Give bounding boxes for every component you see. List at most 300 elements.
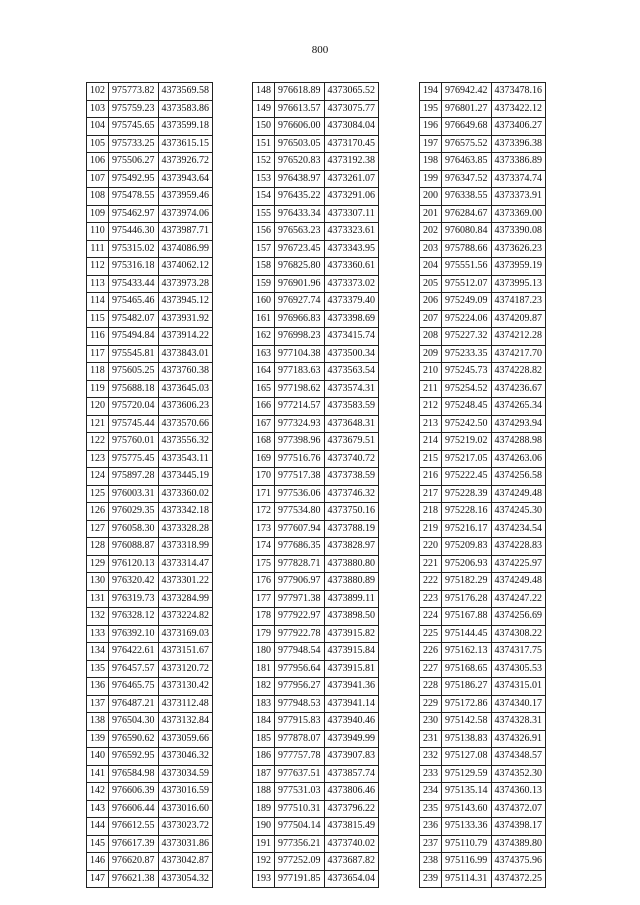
point-id-cell: 174 — [253, 538, 275, 556]
x-coordinate-cell: 977948.54 — [275, 643, 325, 661]
x-coordinate-cell: 975446.30 — [109, 223, 159, 241]
point-id-cell: 235 — [420, 800, 442, 818]
table-row — [420, 748, 546, 766]
point-id-cell: 196 — [420, 118, 442, 136]
table-row — [87, 398, 213, 416]
y-coordinate-cell: 4373379.40 — [324, 293, 379, 311]
x-coordinate-cell: 975897.28 — [109, 468, 159, 486]
y-coordinate-cell: 4374217.70 — [491, 345, 546, 363]
y-coordinate-cell: 4373343.95 — [324, 240, 379, 258]
table-row — [420, 520, 546, 538]
x-coordinate-cell: 976801.27 — [442, 100, 492, 118]
point-id-cell: 202 — [420, 223, 442, 241]
y-coordinate-cell: 4374340.17 — [491, 695, 546, 713]
x-coordinate-cell: 976435.22 — [275, 188, 325, 206]
point-id-cell: 138 — [87, 713, 109, 731]
table-row — [87, 170, 213, 188]
y-coordinate-cell: 4373949.99 — [324, 730, 379, 748]
table-row — [87, 625, 213, 643]
table-row — [87, 660, 213, 678]
y-coordinate-cell: 4374352.30 — [491, 765, 546, 783]
point-id-cell: 186 — [253, 748, 275, 766]
y-coordinate-cell: 4373907.83 — [324, 748, 379, 766]
x-coordinate-cell: 975176.28 — [442, 590, 492, 608]
x-coordinate-cell: 977516.76 — [275, 450, 325, 468]
x-coordinate-cell: 977198.62 — [275, 380, 325, 398]
point-id-cell: 218 — [420, 503, 442, 521]
y-coordinate-cell: 4373796.22 — [324, 800, 379, 818]
point-id-cell: 205 — [420, 275, 442, 293]
table-row — [420, 380, 546, 398]
table-row — [87, 643, 213, 661]
point-id-cell: 169 — [253, 450, 275, 468]
table-row — [253, 258, 379, 276]
x-coordinate-cell: 977324.93 — [275, 415, 325, 433]
y-coordinate-cell: 4373995.13 — [491, 275, 546, 293]
y-coordinate-cell: 4373750.16 — [324, 503, 379, 521]
x-coordinate-cell: 975182.29 — [442, 573, 492, 591]
x-coordinate-cell: 977906.97 — [275, 573, 325, 591]
y-coordinate-cell: 4373648.31 — [324, 415, 379, 433]
table-row — [253, 538, 379, 556]
y-coordinate-cell: 4374187.23 — [491, 293, 546, 311]
point-id-cell: 217 — [420, 485, 442, 503]
x-coordinate-cell: 975512.07 — [442, 275, 492, 293]
point-id-cell: 193 — [253, 870, 275, 888]
table-row — [253, 310, 379, 328]
table-row — [87, 240, 213, 258]
coordinate-table-1 — [86, 82, 213, 888]
x-coordinate-cell: 975492.95 — [109, 170, 159, 188]
table-row — [87, 205, 213, 223]
y-coordinate-cell: 4373046.32 — [158, 748, 213, 766]
table-row — [253, 765, 379, 783]
y-coordinate-cell: 4374228.83 — [491, 538, 546, 556]
table-row — [253, 450, 379, 468]
x-coordinate-cell: 976319.73 — [109, 590, 159, 608]
y-coordinate-cell: 4373898.50 — [324, 608, 379, 626]
x-coordinate-cell: 975143.60 — [442, 800, 492, 818]
y-coordinate-cell: 4373314.47 — [158, 555, 213, 573]
table-row — [420, 835, 546, 853]
point-id-cell: 232 — [420, 748, 442, 766]
table-row — [420, 660, 546, 678]
x-coordinate-cell: 976058.30 — [109, 520, 159, 538]
x-coordinate-cell: 975745.65 — [109, 118, 159, 136]
table-row — [87, 678, 213, 696]
x-coordinate-cell: 976120.13 — [109, 555, 159, 573]
y-coordinate-cell: 4373543.11 — [158, 450, 213, 468]
x-coordinate-cell: 975219.02 — [442, 433, 492, 451]
table-row — [87, 433, 213, 451]
x-coordinate-cell: 976465.75 — [109, 678, 159, 696]
x-coordinate-cell: 976003.31 — [109, 485, 159, 503]
point-id-cell: 142 — [87, 783, 109, 801]
point-id-cell: 223 — [420, 590, 442, 608]
y-coordinate-cell: 4374265.34 — [491, 398, 546, 416]
y-coordinate-cell: 4373406.27 — [491, 118, 546, 136]
x-coordinate-cell: 977922.97 — [275, 608, 325, 626]
table-row — [420, 275, 546, 293]
table-row — [253, 590, 379, 608]
table-row — [87, 345, 213, 363]
table-row — [87, 415, 213, 433]
x-coordinate-cell: 976723.45 — [275, 240, 325, 258]
point-id-cell: 230 — [420, 713, 442, 731]
point-id-cell: 229 — [420, 695, 442, 713]
point-id-cell: 104 — [87, 118, 109, 136]
y-coordinate-cell: 4374245.30 — [491, 503, 546, 521]
y-coordinate-cell: 4373843.01 — [158, 345, 213, 363]
table-row — [253, 730, 379, 748]
y-coordinate-cell: 4374249.48 — [491, 573, 546, 591]
table-row — [253, 118, 379, 136]
x-coordinate-cell: 975688.18 — [109, 380, 159, 398]
y-coordinate-cell: 4373398.69 — [324, 310, 379, 328]
point-id-cell: 137 — [87, 695, 109, 713]
point-id-cell: 147 — [87, 870, 109, 888]
table-row — [253, 380, 379, 398]
table-row — [420, 713, 546, 731]
table-row — [87, 468, 213, 486]
x-coordinate-cell: 976284.67 — [442, 205, 492, 223]
point-id-cell: 194 — [420, 83, 442, 101]
point-id-cell: 228 — [420, 678, 442, 696]
table-row — [420, 853, 546, 871]
point-id-cell: 163 — [253, 345, 275, 363]
point-id-cell: 221 — [420, 555, 442, 573]
point-id-cell: 124 — [87, 468, 109, 486]
x-coordinate-cell: 975233.35 — [442, 345, 492, 363]
y-coordinate-cell: 4374247.22 — [491, 590, 546, 608]
y-coordinate-cell: 4374372.07 — [491, 800, 546, 818]
y-coordinate-cell: 4373987.71 — [158, 223, 213, 241]
table-row — [420, 538, 546, 556]
table-row — [87, 520, 213, 538]
y-coordinate-cell: 4373945.12 — [158, 293, 213, 311]
point-id-cell: 152 — [253, 153, 275, 171]
x-coordinate-cell: 976563.23 — [275, 223, 325, 241]
y-coordinate-cell: 4374398.17 — [491, 818, 546, 836]
table-row — [253, 135, 379, 153]
point-id-cell: 227 — [420, 660, 442, 678]
table-row — [253, 748, 379, 766]
x-coordinate-cell: 977607.94 — [275, 520, 325, 538]
point-id-cell: 162 — [253, 328, 275, 346]
point-id-cell: 150 — [253, 118, 275, 136]
point-id-cell: 121 — [87, 415, 109, 433]
y-coordinate-cell: 4373615.15 — [158, 135, 213, 153]
table-row — [253, 363, 379, 381]
table-row — [420, 590, 546, 608]
x-coordinate-cell: 975144.45 — [442, 625, 492, 643]
x-coordinate-cell: 977686.35 — [275, 538, 325, 556]
y-coordinate-cell: 4373926.72 — [158, 153, 213, 171]
point-id-cell: 199 — [420, 170, 442, 188]
y-coordinate-cell: 4373828.97 — [324, 538, 379, 556]
table-row — [420, 258, 546, 276]
x-coordinate-cell: 976328.12 — [109, 608, 159, 626]
y-coordinate-cell: 4374360.13 — [491, 783, 546, 801]
x-coordinate-cell: 975227.32 — [442, 328, 492, 346]
coordinate-table-3 — [419, 82, 546, 888]
point-id-cell: 115 — [87, 310, 109, 328]
table-row — [420, 730, 546, 748]
y-coordinate-cell: 4374305.53 — [491, 660, 546, 678]
table-row — [87, 485, 213, 503]
x-coordinate-cell: 975760.01 — [109, 433, 159, 451]
table-row — [420, 695, 546, 713]
table-row — [253, 835, 379, 853]
point-id-cell: 216 — [420, 468, 442, 486]
y-coordinate-cell: 4373301.22 — [158, 573, 213, 591]
table-row — [420, 503, 546, 521]
table-row — [253, 415, 379, 433]
table-row — [253, 153, 379, 171]
table-row — [253, 695, 379, 713]
y-coordinate-cell: 4373574.31 — [324, 380, 379, 398]
y-coordinate-cell: 4374256.58 — [491, 468, 546, 486]
point-id-cell: 128 — [87, 538, 109, 556]
table-row — [253, 678, 379, 696]
table-row — [87, 293, 213, 311]
point-id-cell: 180 — [253, 643, 275, 661]
x-coordinate-cell: 975545.81 — [109, 345, 159, 363]
x-coordinate-cell: 975129.59 — [442, 765, 492, 783]
x-coordinate-cell: 976620.87 — [109, 853, 159, 871]
table-row — [87, 713, 213, 731]
x-coordinate-cell: 976504.30 — [109, 713, 159, 731]
point-id-cell: 209 — [420, 345, 442, 363]
x-coordinate-cell: 976457.57 — [109, 660, 159, 678]
point-id-cell: 141 — [87, 765, 109, 783]
point-id-cell: 168 — [253, 433, 275, 451]
x-coordinate-cell: 975116.99 — [442, 853, 492, 871]
table-row — [420, 240, 546, 258]
point-id-cell: 146 — [87, 853, 109, 871]
x-coordinate-cell: 977757.78 — [275, 748, 325, 766]
table-row — [420, 188, 546, 206]
y-coordinate-cell: 4374288.98 — [491, 433, 546, 451]
y-coordinate-cell: 4373500.34 — [324, 345, 379, 363]
y-coordinate-cell: 4373626.23 — [491, 240, 546, 258]
x-coordinate-cell: 977956.27 — [275, 678, 325, 696]
y-coordinate-cell: 4373943.64 — [158, 170, 213, 188]
point-id-cell: 165 — [253, 380, 275, 398]
point-id-cell: 191 — [253, 835, 275, 853]
y-coordinate-cell: 4373291.06 — [324, 188, 379, 206]
table-row — [420, 485, 546, 503]
point-id-cell: 166 — [253, 398, 275, 416]
y-coordinate-cell: 4373132.84 — [158, 713, 213, 731]
y-coordinate-cell: 4374348.57 — [491, 748, 546, 766]
x-coordinate-cell: 975788.66 — [442, 240, 492, 258]
x-coordinate-cell: 976606.00 — [275, 118, 325, 136]
point-id-cell: 237 — [420, 835, 442, 853]
x-coordinate-cell: 975222.45 — [442, 468, 492, 486]
x-coordinate-cell: 975482.07 — [109, 310, 159, 328]
y-coordinate-cell: 4373738.59 — [324, 468, 379, 486]
point-id-cell: 155 — [253, 205, 275, 223]
table-row — [253, 485, 379, 503]
point-id-cell: 113 — [87, 275, 109, 293]
x-coordinate-cell: 977971.38 — [275, 590, 325, 608]
point-id-cell: 173 — [253, 520, 275, 538]
y-coordinate-cell: 4374236.67 — [491, 380, 546, 398]
y-coordinate-cell: 4373422.12 — [491, 100, 546, 118]
x-coordinate-cell: 975217.05 — [442, 450, 492, 468]
x-coordinate-cell: 976617.39 — [109, 835, 159, 853]
table-row — [420, 415, 546, 433]
point-id-cell: 160 — [253, 293, 275, 311]
point-id-cell: 225 — [420, 625, 442, 643]
table-row — [420, 293, 546, 311]
y-coordinate-cell: 4373740.02 — [324, 835, 379, 853]
y-coordinate-cell: 4373583.59 — [324, 398, 379, 416]
table-row — [87, 153, 213, 171]
y-coordinate-cell: 4373328.28 — [158, 520, 213, 538]
point-id-cell: 112 — [87, 258, 109, 276]
x-coordinate-cell: 977637.51 — [275, 765, 325, 783]
table-row — [253, 800, 379, 818]
y-coordinate-cell: 4373880.89 — [324, 573, 379, 591]
table-row — [420, 450, 546, 468]
table-row — [420, 555, 546, 573]
table-row — [87, 83, 213, 101]
y-coordinate-cell: 4374225.97 — [491, 555, 546, 573]
table-row — [253, 275, 379, 293]
point-id-cell: 170 — [253, 468, 275, 486]
table-row — [420, 135, 546, 153]
point-id-cell: 126 — [87, 503, 109, 521]
point-id-cell: 212 — [420, 398, 442, 416]
table-row — [420, 118, 546, 136]
table-row — [253, 468, 379, 486]
table-row — [87, 853, 213, 871]
coordinate-table-2 — [252, 82, 379, 888]
x-coordinate-cell: 976463.85 — [442, 153, 492, 171]
y-coordinate-cell: 4374249.48 — [491, 485, 546, 503]
y-coordinate-cell: 4374326.91 — [491, 730, 546, 748]
x-coordinate-cell: 976392.10 — [109, 625, 159, 643]
y-coordinate-cell: 4373569.58 — [158, 83, 213, 101]
y-coordinate-cell: 4374062.12 — [158, 258, 213, 276]
table-row — [87, 695, 213, 713]
y-coordinate-cell: 4373373.02 — [324, 275, 379, 293]
x-coordinate-cell: 977191.85 — [275, 870, 325, 888]
point-id-cell: 123 — [87, 450, 109, 468]
y-coordinate-cell: 4373914.22 — [158, 328, 213, 346]
x-coordinate-cell: 975478.55 — [109, 188, 159, 206]
y-coordinate-cell: 4373857.74 — [324, 765, 379, 783]
table-row — [420, 223, 546, 241]
point-id-cell: 181 — [253, 660, 275, 678]
x-coordinate-cell: 975249.09 — [442, 293, 492, 311]
y-coordinate-cell: 4373788.19 — [324, 520, 379, 538]
x-coordinate-cell: 976438.97 — [275, 170, 325, 188]
point-id-cell: 120 — [87, 398, 109, 416]
x-coordinate-cell: 975462.97 — [109, 205, 159, 223]
y-coordinate-cell: 4373390.08 — [491, 223, 546, 241]
y-coordinate-cell: 4373120.72 — [158, 660, 213, 678]
point-id-cell: 206 — [420, 293, 442, 311]
y-coordinate-cell: 4373360.02 — [158, 485, 213, 503]
point-id-cell: 198 — [420, 153, 442, 171]
table-row — [87, 118, 213, 136]
point-id-cell: 131 — [87, 590, 109, 608]
point-id-cell: 171 — [253, 485, 275, 503]
x-coordinate-cell: 975775.45 — [109, 450, 159, 468]
table-row — [253, 83, 379, 101]
y-coordinate-cell: 4373556.32 — [158, 433, 213, 451]
point-id-cell: 197 — [420, 135, 442, 153]
table-row — [253, 100, 379, 118]
point-id-cell: 149 — [253, 100, 275, 118]
y-coordinate-cell: 4374293.94 — [491, 415, 546, 433]
point-id-cell: 116 — [87, 328, 109, 346]
point-id-cell: 117 — [87, 345, 109, 363]
x-coordinate-cell: 976606.39 — [109, 783, 159, 801]
y-coordinate-cell: 4373915.82 — [324, 625, 379, 643]
table-row — [420, 625, 546, 643]
y-coordinate-cell: 4374328.31 — [491, 713, 546, 731]
point-id-cell: 211 — [420, 380, 442, 398]
point-id-cell: 119 — [87, 380, 109, 398]
x-coordinate-cell: 975245.73 — [442, 363, 492, 381]
table-row — [420, 608, 546, 626]
table-row — [420, 100, 546, 118]
table-row — [253, 660, 379, 678]
y-coordinate-cell: 4373415.74 — [324, 328, 379, 346]
y-coordinate-cell: 4373031.86 — [158, 835, 213, 853]
point-id-cell: 102 — [87, 83, 109, 101]
point-id-cell: 118 — [87, 363, 109, 381]
point-id-cell: 108 — [87, 188, 109, 206]
y-coordinate-cell: 4373606.23 — [158, 398, 213, 416]
x-coordinate-cell: 977531.03 — [275, 783, 325, 801]
y-coordinate-cell: 4373369.00 — [491, 205, 546, 223]
table-row — [420, 310, 546, 328]
y-coordinate-cell: 4373973.28 — [158, 275, 213, 293]
point-id-cell: 176 — [253, 573, 275, 591]
table-row — [253, 240, 379, 258]
table-row — [253, 555, 379, 573]
point-id-cell: 187 — [253, 765, 275, 783]
x-coordinate-cell: 975465.46 — [109, 293, 159, 311]
table-row — [420, 398, 546, 416]
x-coordinate-cell: 977252.09 — [275, 853, 325, 871]
table-row — [253, 853, 379, 871]
point-id-cell: 111 — [87, 240, 109, 258]
table-row — [87, 555, 213, 573]
y-coordinate-cell: 4373941.36 — [324, 678, 379, 696]
table-row — [253, 503, 379, 521]
point-id-cell: 224 — [420, 608, 442, 626]
point-id-cell: 236 — [420, 818, 442, 836]
table-row — [87, 730, 213, 748]
x-coordinate-cell: 975316.18 — [109, 258, 159, 276]
point-id-cell: 136 — [87, 678, 109, 696]
page-number: 800 — [311, 44, 329, 56]
table-row — [253, 398, 379, 416]
x-coordinate-cell: 976590.62 — [109, 730, 159, 748]
point-id-cell: 231 — [420, 730, 442, 748]
x-coordinate-cell: 977536.06 — [275, 485, 325, 503]
table-row — [253, 573, 379, 591]
point-id-cell: 134 — [87, 643, 109, 661]
x-coordinate-cell: 976422.61 — [109, 643, 159, 661]
y-coordinate-cell: 4373940.46 — [324, 713, 379, 731]
